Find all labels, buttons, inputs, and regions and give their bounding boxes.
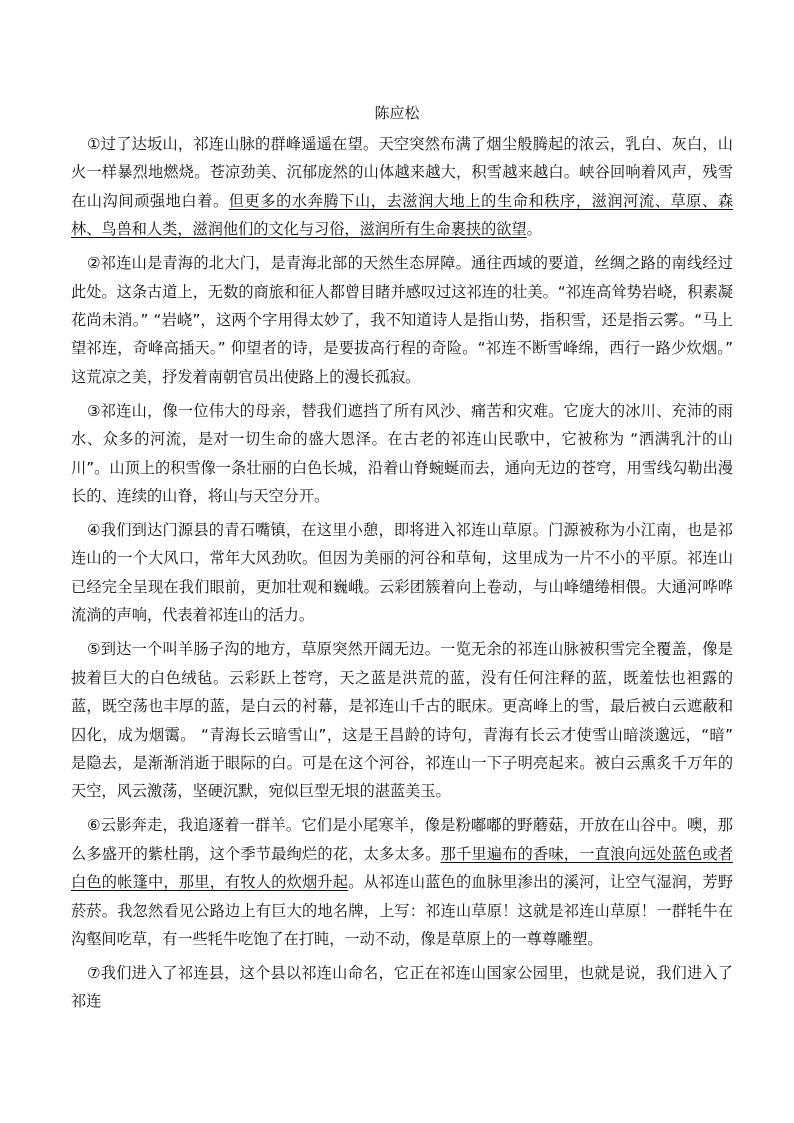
paragraph-5 [71,635,733,805]
underlined-sentence: 那千里遍布的香味，一直浪向远处蓝色或者白色的帐篷中，那里，有牧人的炊烟升起 [71,844,734,892]
author-name: 陈应松 [374,104,420,122]
paragraph-text: ③祁连山，像一位伟大的母亲，替我们遮挡了所有风沙、痛苦和灾难。它庞大的冰川、充沛的雨水、众多的河流，是对一切生命的盛大恩泽。在古老的祁连山民歌中，它被称为 “洒满乳汁的山川”。山顶上的积雪像一条壮丽的白色长城，沿着山脊蜿蜒而去，通向无边的苍穹，用雪线勾勒出漫长的、连续的山脊，将山与天空分开。 [71,401,733,506]
paragraph-text-tail: 。从祁连山蓝色的血脉里渗出的溪河，让空气湿润，芳野菸菸。我忽然看见公路边上有巨大的地名牌，上写：祁连山草原！这就是祁连山草原！一群牦牛在沟壑间吃草，有一些牦牛吃饱了在打盹，一动不动，像是草原上的一尊尊雕塑。 [71,873,734,948]
paragraph-text-tail: 。 [526,220,542,239]
paragraph-text: ⑤到达一个叫羊肠子沟的地方，草原突然开阔无边。一览无余的祁连山脉被积雪完全覆盖，像是披着巨大的白色绒毡。云彩跃上苍穹，天之蓝是洪荒的蓝，没有任何注释的蓝，既羞怯也袒露的蓝，既空荡也丰厚的蓝，是白云的衬幕，是祁连山千古的眠床。更高峰上的雪，最后被白云遮蔽和囚化，成为烟霭。 “青海长云暗雪山”，这是王昌龄的诗句，青海有长云才使雪山暗淡邈远，“暗” 是隐去，是渐渐消逝于眼际的白。可是在这个河谷，祁连山一下子明亮起来。被白云熏炙千万年的天空，风云激荡，坚硬沉默，宛似巨型无垠的湛蓝美玉。 [71,640,733,801]
paragraph-text: ④我们到达门源县的青石嘴镇，在这里小憩，即将进入祁连山草原。门源被称为小江南，也是祁连山的一个大风口，常年大风劲吹。但因为美丽的河谷和草甸，这里成为一片不小的平原。祁连山已经完全呈现在我们眼前，更加壮观和巍峨。云彩团簇着向上卷动，与山峰缱绻相偎。大通河哗哗流淌的声响，代表着祁连山的活力。 [71,521,733,625]
paragraph-3 [71,397,733,511]
paragraph-2 [71,249,733,391]
paragraph-text: ⑥云影奔走，我追逐着一群羊。它们是小尾寒羊，像是粉嘟嘟的野蘑菇，开放在山谷中。噢，那么多盛开的紫杜鹃，这个季节最绚烂的花，太多太多。 [71,816,733,863]
paragraph-text: ②祁连山是青海的北大门，是青海北部的天然生态屏障。通往西域的要道，丝绸之路的南线经过此处。这条古道上，无数的商旅和征人都曾目睹并感叹过这祁连的壮美。“祁连高耸势岩峣，积素凝花尚未消。” “岩峣”，这两个字用得太妙了，我不知道诗人是指山势，指积雪，还是指云雾。“马上望祁连，奇峰高插天。” 仰望者的诗，是要拔高行程的奇险。“祁连不断雪峰绵，西行一路少炊烟。” 这荒凉之美，抒发着南朝官员出使路上的漫长孤寂。 [71,254,733,386]
paragraph-6 [71,811,733,953]
paragraph-text: ⑦我们进入了祁连县，这个县以祁连山命名，它正在祁连山国家公园里，也就是说，我们进入了祁连 [71,963,733,1011]
paragraph-4 [71,516,733,630]
paragraph-7 [71,959,733,1016]
underlined-sentence: 但更多的水奔腾下山，去滋润大地上的生命和秩序，滋润河流、草原、森林、鸟兽和人类，滋润他们的文化与习俗，滋润所有生命裹挟的欲望 [71,191,734,239]
paragraph-text: ①过了达坂山，祁连山脉的群峰遥遥在望。天空突然布满了烟尘般腾起的浓云，乳白、灰白，山火一样暴烈地燃烧。苍凉劲美、沉郁庞然的山体越来越大，积雪越来越白。峡谷回响着风声，残雪在山沟间顽强地白着。 [71,135,733,210]
article-body [71,130,733,1021]
paragraph-1 [71,130,733,244]
